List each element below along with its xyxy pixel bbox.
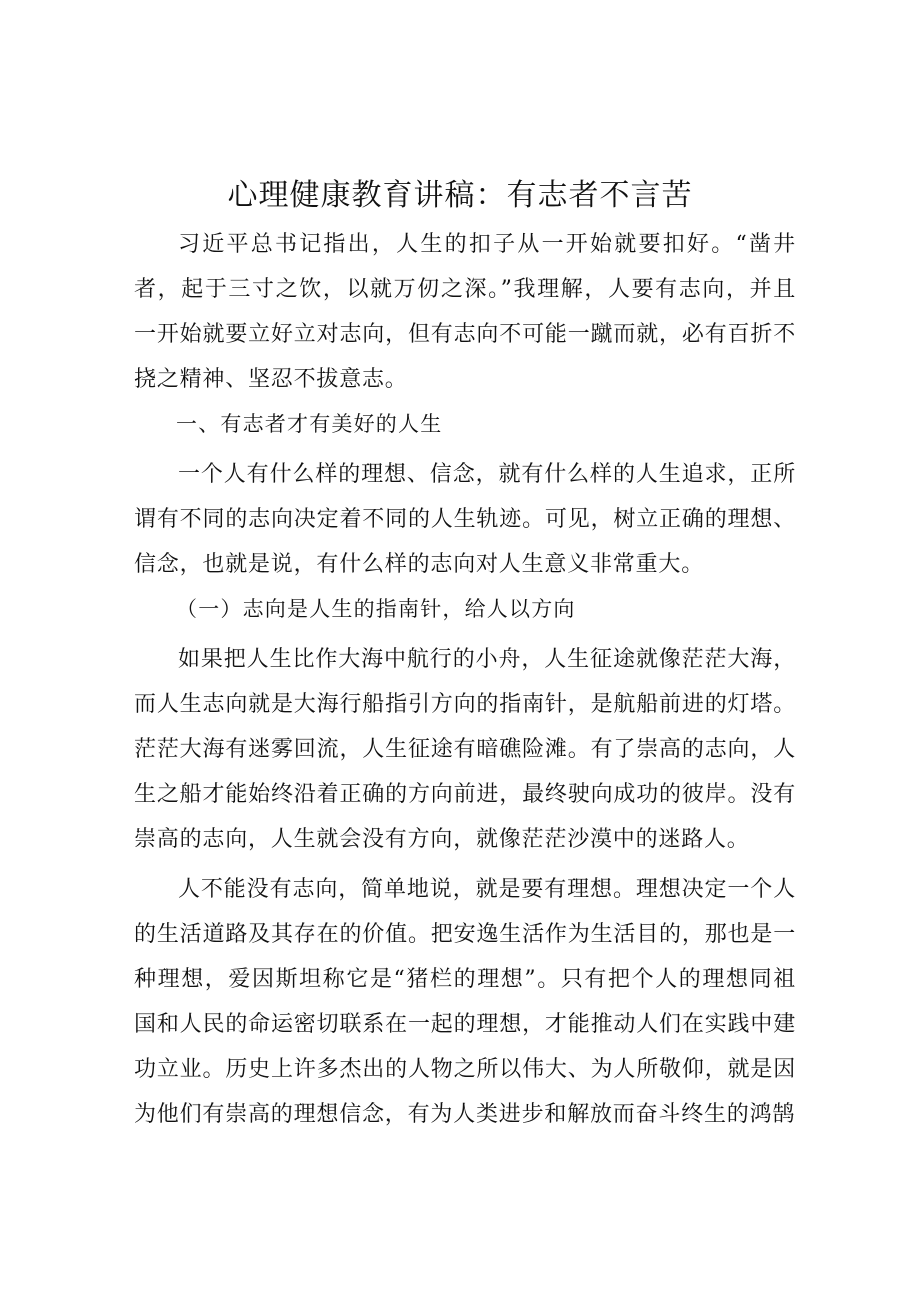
ideal-paragraph: 人不能没有志向，简单地说，就是要有理想。理想决定一个人的生活道路及其存在的价值。把安逸生活作为生活目的，那也是一种理想，爱因斯坦称它是“猪栏的理想”。只有把个人的理想同祖国和人民的命运密切联系在一起的理想，才能推动人们在实践中建功立业。历史上许多杰出的人物之所以伟大、为人所敬仰，就是因为他们有崇高的理想信念，有为人类进步和解放而奋斗终生的鸿鹄 [134,877,796,1127]
subsection-heading-1: （一）志向是人生的指南针，给人以方向 [176,597,576,621]
document-title: 心理健康教育讲稿：有志者不言苦 [227,178,693,213]
section-1-paragraph: 一个人有什么样的理想、信念，就有什么样的人生追求，正所谓有不同的志向决定着不同的人生轨迹。可见，树立正确的理想、信念，也就是说，有什么样的志向对人生意义非常重大。 [134,462,796,577]
intro-paragraph: 习近平总书记指出，人生的扣子从一开始就要扣好。“凿井者，起于三寸之饮，以就万仞之深。”我理解，人要有志向，并且一开始就要立好立对志向，但有志向不可能一蹴而就，必有百折不挠之精神、坚忍不拔意志。 [134,232,796,392]
section-heading-1: 一、有志者才有美好的人生 [176,412,443,436]
document-body [134,222,796,1137]
compass-paragraph: 如果把人生比作大海中航行的小舟，人生征途就像茫茫大海，而人生志向就是大海行船指引方向的指南针，是航船前进的灯塔。茫茫大海有迷雾回流，人生征途有暗礁险滩。有了崇高的志向，人生之船才能始终沿着正确的方向前进，最终驶向成功的彼岸。没有崇高的志向，人生就会没有方向，就像茫茫沙漠中的迷路人。 [134,647,796,852]
